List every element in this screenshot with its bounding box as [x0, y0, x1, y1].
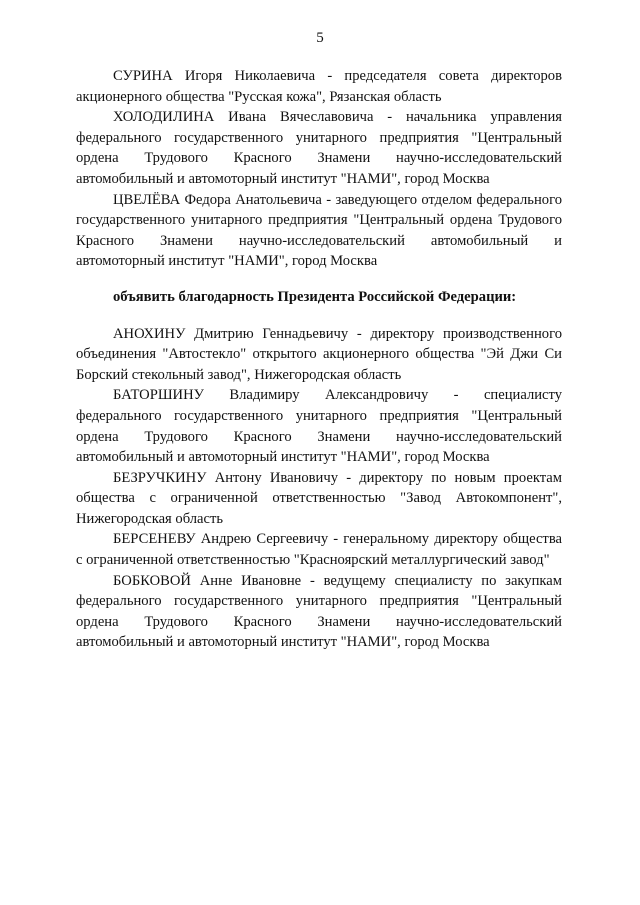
page-number: 5 — [316, 30, 324, 46]
award-entry: СУРИНА Игоря Николаевича - председателя совета директоров акционерного общества "Русская кожа", Рязанская область — [76, 68, 562, 105]
award-entry: АНОХИНУ Дмитрию Геннадьевичу - директору производственного объединения "Автостекло" открытого акционерного общества "Эй Джи Си Борский стекольный завод", Нижегородская область — [76, 325, 562, 383]
award-entry: БОБКОВОЙ Анне Ивановне - ведущему специалисту по закупкам федерального государственного унитарного предприятия "Центральный ордена Трудового Красного Знамени научно-исследовательский автомобильный и автомоторный институт "НАМИ", город Москва — [76, 572, 562, 651]
award-entry: БЕРСЕНЕВУ Андрею Сергеевичу - генеральному директору общества с ограниченной ответственностью "Красноярский металлургический завод" — [76, 531, 562, 569]
section-heading: объявить благодарность Президента Российской Федерации: — [113, 288, 517, 305]
document-body — [76, 66, 562, 653]
award-entry: ЦВЕЛЁВА Федора Анатольевича - заведующего отделом федерального государственного унитарного предприятия "Центральный ордена Трудового Красного Знамени научно-исследовательский автомобильный и автомоторный институт "НАМИ", город Москва — [76, 191, 562, 270]
award-entry: ХОЛОДИЛИНА Ивана Вячеславовича - начальника управления федерального государственного унитарного предприятия "Центральный ордена Трудового Красного Знамени научно-исследовательский автомобильный и автомоторный институт "НАМИ", город Москва — [76, 109, 562, 187]
award-entry: БАТОРШИНУ Владимиру Александровичу - специалисту федерального государственного унитарного предприятия "Центральный ордена Трудового Красного Знамени научно-исследовательский автомобильный и автомоторный институт "НАМИ", город Москва — [76, 387, 562, 466]
award-entry: БЕЗРУЧКИНУ Антону Ивановичу - директору по новым проектам общества с ограниченной ответственностью "Завод Автокомпонент", Нижегородская область — [76, 469, 562, 527]
